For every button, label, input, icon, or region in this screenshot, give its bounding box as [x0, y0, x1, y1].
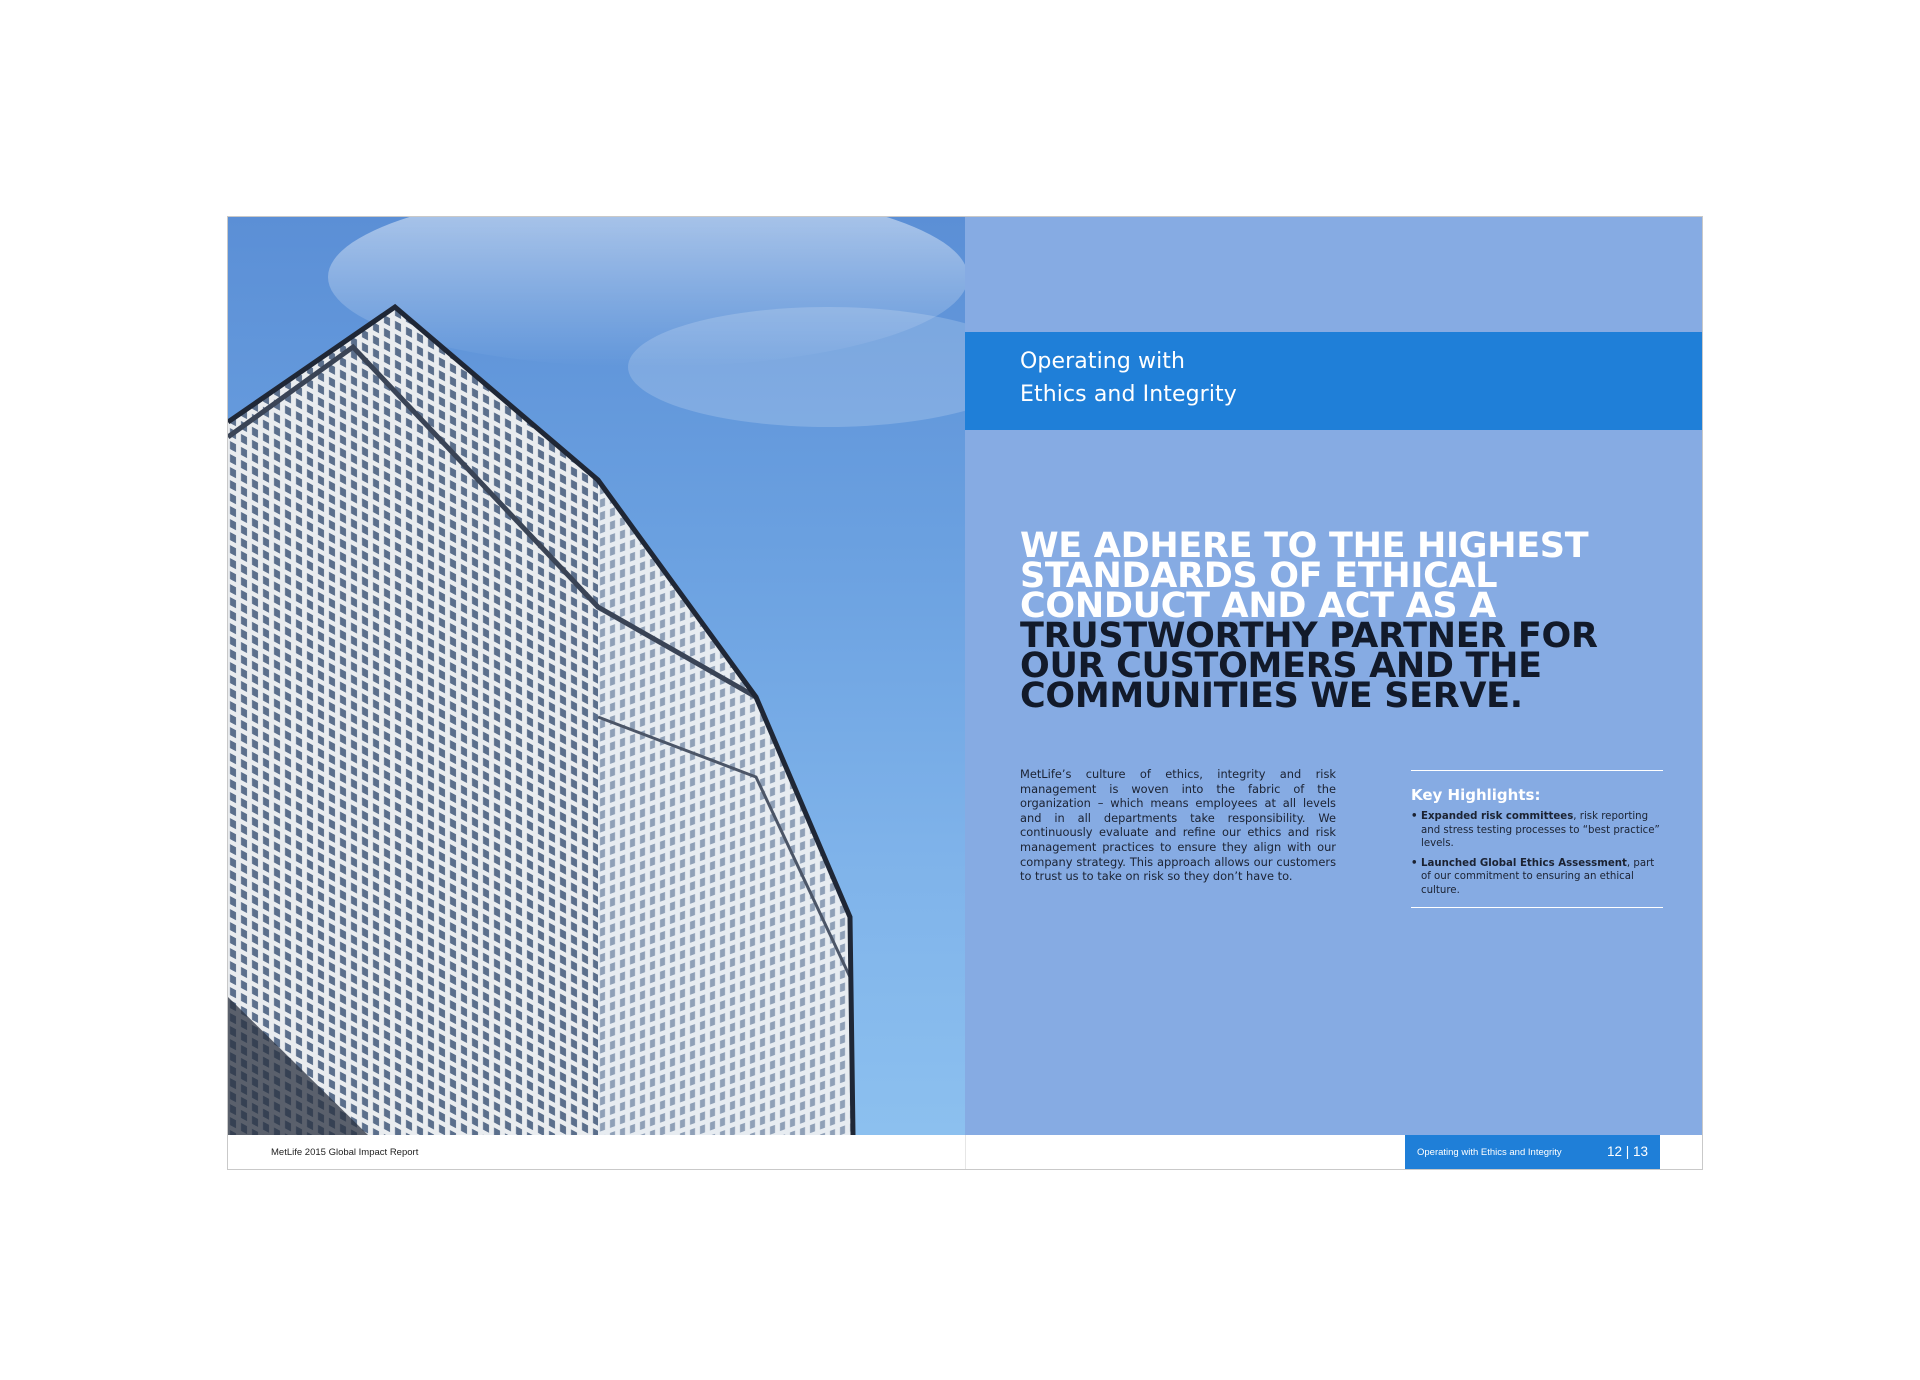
building-photo	[228, 217, 965, 1135]
section-title-band	[965, 332, 1703, 430]
highlight-bold: Expanded risk committees	[1421, 811, 1574, 822]
section-title-line-1: Operating with	[1020, 349, 1186, 374]
section-title-line-2: Ethics and Integrity	[1020, 382, 1237, 407]
gutter-divider	[965, 1135, 966, 1170]
body-paragraph: MetLife’s culture of ethics, integrity and risk management is woven into the fabric of the organization – which means employees at all levels and in all departments take responsibility. We continuously evaluate and refine our ethics and risk management practices to ensure they align with our company strategy. This approach allows our customers to trust us to take on risk so they don’t have to.	[1020, 767, 1336, 884]
key-highlights-box	[1411, 770, 1663, 908]
footer-section-tab	[1405, 1135, 1660, 1170]
bullet-icon: •	[1411, 811, 1418, 822]
highlight-bold: Launched Global Ethics Assessment	[1421, 857, 1627, 869]
headline-line: STANDARDS OF ETHICAL	[1020, 556, 1498, 596]
divider	[1411, 770, 1663, 771]
text-page	[965, 217, 1703, 1135]
headline-line: COMMUNITIES WE SERVE.	[1020, 676, 1523, 716]
footer-section-name: Operating with Ethics and Integrity	[1417, 1147, 1562, 1158]
report-name: MetLife 2015 Global Impact Report	[271, 1147, 419, 1158]
highlight-text: , risk reporting and stress testing processes to “best practice” levels.	[1421, 811, 1660, 849]
list-item	[1411, 857, 1663, 898]
highlights-list	[1411, 810, 1663, 897]
headline-line: CONDUCT AND ACT AS A	[1020, 586, 1496, 626]
headline-line: WE ADHERE TO THE HIGHEST	[1020, 526, 1589, 566]
headline-line: TRUSTWORTHY PARTNER FOR	[1020, 616, 1598, 656]
headline	[1020, 526, 1660, 716]
headline-line: OUR CUSTOMERS AND THE	[1020, 646, 1542, 686]
highlight-text: , part of our commitment to ensuring an ethical culture.	[1421, 857, 1655, 896]
page-footer	[228, 1135, 1703, 1170]
bullet-icon: •	[1411, 857, 1418, 869]
divider	[1411, 907, 1663, 908]
report-spread	[227, 216, 1703, 1170]
list-item	[1411, 810, 1663, 851]
page-numbers: 12 | 13	[1606, 1144, 1648, 1159]
key-highlights-title: Key Highlights:	[1411, 786, 1541, 804]
